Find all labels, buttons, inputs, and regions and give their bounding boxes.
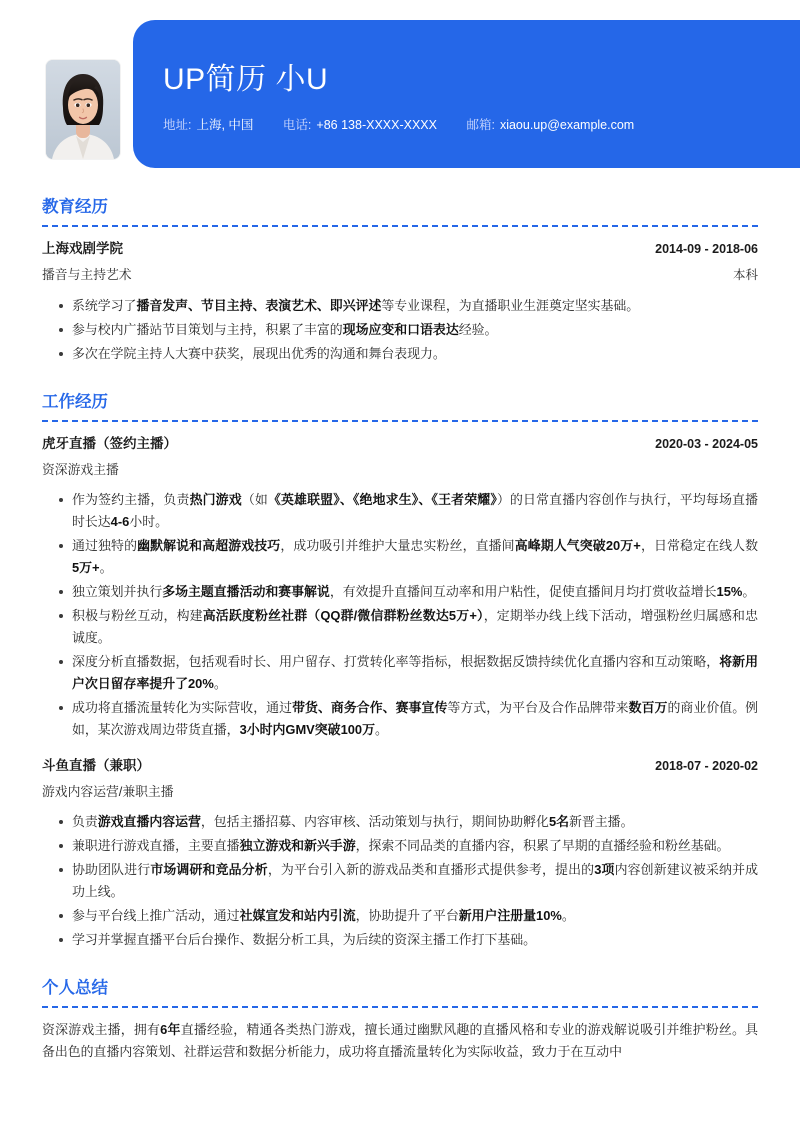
education-degree: 本科 <box>732 268 758 282</box>
bullet-item: 系统学习了播音发声、节目主持、表演艺术、即兴评述等专业课程，为直播职业生涯奠定坚实基础。 <box>59 295 758 317</box>
work-entry-row-secondary <box>42 781 758 802</box>
resume-body <box>0 196 800 1063</box>
work-date: 2020-03 - 2024-05 <box>655 437 758 451</box>
bullet-item: 学习并掌握直播平台后台操作、数据分析工具，为后续的资深主播工作打下基础。 <box>59 929 758 951</box>
section-work <box>42 391 758 951</box>
contact-email-value: xiaou.up@example.com <box>499 118 635 132</box>
avatar <box>46 60 120 159</box>
bullet-item: 多次在学院主持人大赛中获奖，展现出优秀的沟通和舞台表现力。 <box>59 343 758 365</box>
contact-phone-label: 电话: <box>282 118 312 132</box>
contact-email-label: 邮箱: <box>466 118 495 132</box>
education-school: 上海戏剧学院 <box>42 241 123 256</box>
resume-header <box>0 0 800 170</box>
work-bullets <box>42 489 758 741</box>
work-entry <box>42 433 758 741</box>
section-summary <box>42 977 758 1063</box>
contact-address-value: 上海, 中国 <box>196 118 254 132</box>
section-title-summary: 个人总结 <box>42 979 108 997</box>
bullet-item: 参与校内广播站节目策划与主持，积累了丰富的现场应变和口语表达经验。 <box>59 319 758 341</box>
work-role: 资深游戏主播 <box>42 462 119 477</box>
contact-address <box>163 116 253 134</box>
work-bullets <box>42 811 758 951</box>
contact-email <box>466 116 634 134</box>
education-major: 播音与主持艺术 <box>42 267 132 282</box>
education-entry <box>42 238 758 365</box>
header-text-block <box>163 60 770 134</box>
work-role: 游戏内容运营/兼职主播 <box>42 784 174 799</box>
bullet-item: 成功将直播流量转化为实际营收，通过带货、商务合作、赛事宣传等方式，为平台及合作品牌带来数百万的商业价值。例如，某次游戏周边带货直播，3小时内GMV突破100万。 <box>59 697 758 741</box>
portrait-photo-icon <box>46 60 120 159</box>
bullet-item: 作为签约主播，负责热门游戏（如《英雄联盟》、《绝地求生》、《王者荣耀》）的日常直播内容创作与执行，平均每场直播时长达4-6小时。 <box>59 489 758 533</box>
bullet-item: 负责游戏直播内容运营，包括主播招募、内容审核、活动策划与执行，期间协助孵化5名新晋主播。 <box>59 811 758 833</box>
education-bullets <box>42 295 758 365</box>
person-name: UP简历 小U <box>163 63 329 96</box>
section-divider <box>42 1006 758 1008</box>
contact-address-label: 地址: <box>163 118 192 132</box>
work-company: 斗鱼直播（兼职） <box>42 758 150 773</box>
section-divider <box>42 225 758 227</box>
work-company: 虎牙直播（签约主播） <box>42 436 177 451</box>
work-entry-row-secondary <box>42 459 758 480</box>
bullet-item: 深度分析直播数据，包括观看时长、用户留存、打赏转化率等指标，根据数据反馈持续优化直播内容和互动策略，将新用户次日留存率提升了20%。 <box>59 651 758 695</box>
contact-line <box>163 116 770 134</box>
education-entry-row-secondary <box>42 264 758 286</box>
work-date: 2018-07 - 2020-02 <box>655 759 758 773</box>
bullet-item: 积极与粉丝互动，构建高活跃度粉丝社群（QQ群/微信群粉丝数达5万+），定期举办线上线下活动，增强粉丝归属感和忠诚度。 <box>59 605 758 649</box>
bullet-item: 兼职进行游戏直播，主要直播独立游戏和新兴手游，探索不同品类的直播内容，积累了早期的直播经验和粉丝基础。 <box>59 835 758 857</box>
work-entry <box>42 755 758 951</box>
bullet-item: 协助团队进行市场调研和竞品分析，为平台引入新的游戏品类和直播形式提供参考，提出的3项内容创新建议被采纳并成功上线。 <box>59 859 758 903</box>
contact-phone <box>283 116 437 134</box>
bullet-item: 独立策划并执行多场主题直播活动和赛事解说，有效提升直播间互动率和用户粘性，促使直播间月均打赏收益增长15%。 <box>59 581 758 603</box>
education-entry-row-primary <box>42 238 758 260</box>
contact-phone-value: +86 138-XXXX-XXXX <box>316 118 437 132</box>
bullet-item: 参与平台线上推广活动，通过社媒宣发和站内引流，协助提升了平台新用户注册量10%。 <box>59 905 758 927</box>
bullet-item: 通过独特的幽默解说和高超游戏技巧，成功吸引并维护大量忠实粉丝，直播间高峰期人气突破20万+，日常稳定在线人数5万+。 <box>59 535 758 579</box>
section-education <box>42 196 758 365</box>
work-entry-row-primary <box>42 433 758 455</box>
section-divider <box>42 420 758 422</box>
section-title-education: 教育经历 <box>42 198 108 216</box>
section-title-work: 工作经历 <box>42 393 108 411</box>
summary-paragraph: 资深游戏主播，拥有6年直播经验，精通各类热门游戏，擅长通过幽默风趣的直播风格和专业的游戏解说吸引并维护粉丝。具备出色的直播内容策划、社群运营和数据分析能力，成功将直播流量转化为实际收益，致力于在互动中 <box>42 1022 759 1059</box>
education-date: 2014-09 - 2018-06 <box>655 242 758 256</box>
work-entry-row-primary <box>42 755 758 777</box>
